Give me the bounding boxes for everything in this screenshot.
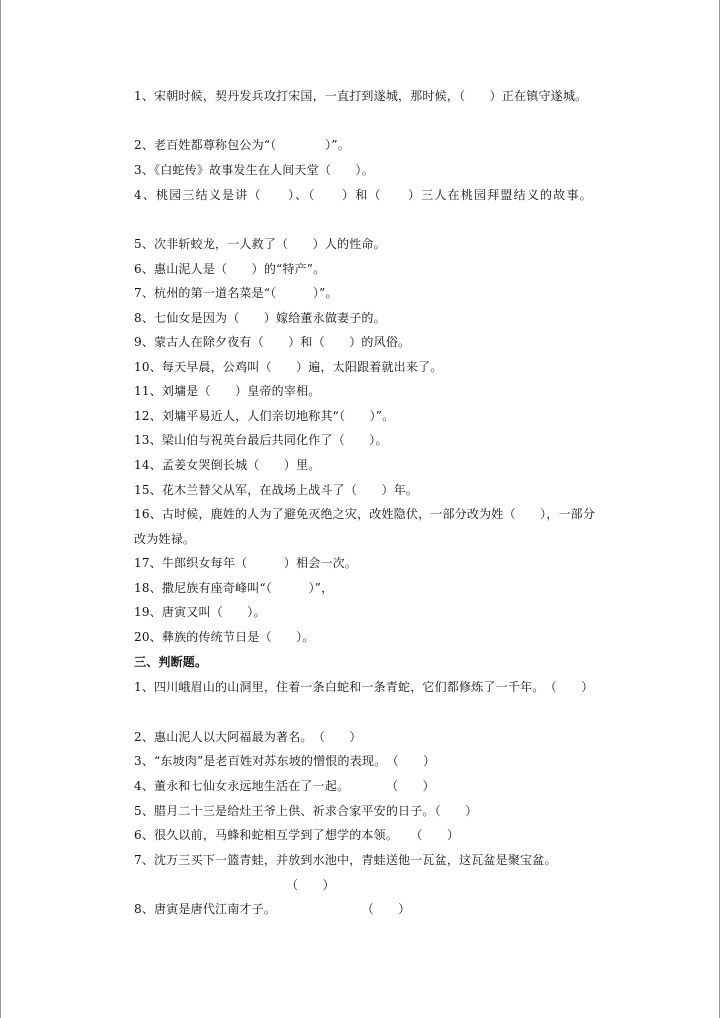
question-fill-16: 16、古时候，鹿姓的人为了避免灭绝之灾，改姓隐伏，一部分改为姓（ ），一部分 bbox=[134, 507, 596, 521]
question-tf-3: 3、“东坡肉”是老百姓对苏东坡的憎恨的表现。 （ ） bbox=[134, 754, 436, 768]
question-fill-7: 7、杭州的第一道名菜是“（ ）”。 bbox=[134, 286, 338, 300]
question-fill-8: 8、七仙女是因为（ ）嫁给董永做妻子的。 bbox=[134, 311, 386, 325]
section-heading-true-false: 三、判断题。 bbox=[134, 655, 208, 669]
question-fill-3: 3、《白蛇传》故事发生在人间天堂（ ）。 bbox=[134, 163, 374, 177]
question-fill-15: 15、花木兰替父从军，在战场上战斗了（ ）年。 bbox=[134, 483, 419, 497]
question-fill-6: 6、惠山泥人是（ ）的“特产”。 bbox=[134, 262, 326, 276]
question-fill-18: 18、撒尼族有座奇峰叫“（ ）”， bbox=[134, 581, 334, 595]
question-tf-4: 4、董永和七仙女永远地生活在了一起。 （ ） bbox=[134, 779, 435, 793]
question-tf-1: 1、四川峨眉山的山洞里，住着一条白蛇和一条青蛇，它们都修炼了一千年。 （ ） bbox=[134, 680, 594, 694]
question-tf-7-answer-blank: （ ） bbox=[286, 878, 335, 892]
question-fill-5: 5、次非斩蛟龙，一人救了（ ）人的性命。 bbox=[134, 237, 386, 251]
question-fill-9: 9、蒙古人在除夕夜有（ ）和（ ）的风俗。 bbox=[134, 335, 411, 349]
question-fill-20: 20、彝族的传统节日是（ ）。 bbox=[134, 630, 315, 644]
question-fill-14: 14、孟姜女哭倒长城（ ）里。 bbox=[134, 458, 321, 472]
page-border-left bbox=[0, 0, 1, 1018]
question-tf-8: 8、唐寅是唐代江南才子。 （ ） bbox=[134, 902, 411, 916]
question-fill-10: 10、每天早晨，公鸡叫（ ）遍，太阳跟着就出来了。 bbox=[134, 360, 443, 374]
question-fill-16-continued: 改为姓禄。 bbox=[134, 532, 196, 546]
question-fill-19: 19、唐寅又叫（ ）。 bbox=[134, 605, 266, 619]
question-fill-13: 13、梁山伯与祝英台最后共同化作了（ ）。 bbox=[134, 433, 388, 447]
question-fill-12: 12、刘墉平易近人，人们亲切地称其“（ ）”。 bbox=[134, 409, 395, 423]
question-tf-2: 2、惠山泥人以大阿福最为著名。 （ ） bbox=[134, 730, 362, 744]
question-fill-2: 2、老百姓都尊称包公为“（ ）”。 bbox=[134, 138, 350, 152]
question-tf-6: 6、很久以前，马蜂和蛇相互学到了想学的本领。 （ ） bbox=[134, 828, 460, 842]
question-fill-17: 17、牛郎织女每年（ ）相会一次。 bbox=[134, 556, 358, 570]
question-tf-7: 7、沈万三买下一篮青蛙，并放到水池中，青蛙送他一瓦盆，这瓦盆是聚宝盆。 bbox=[134, 853, 557, 867]
question-fill-4: 4、桃园三结义是讲（ ）、（ ）和（ ）三人在桃园拜盟结义的故事。 bbox=[134, 188, 593, 202]
question-tf-5: 5、腊月二十三是给灶王爷上供、祈求合家平安的日子。（ ） bbox=[134, 804, 478, 818]
question-fill-11: 11、刘墉是（ ）皇帝的宰相。 bbox=[134, 384, 321, 398]
question-fill-1: 1、宋朝时候，契丹发兵攻打宋国，一直打到遂城，那时候，（ ）正在镇守遂城。 bbox=[134, 89, 588, 103]
